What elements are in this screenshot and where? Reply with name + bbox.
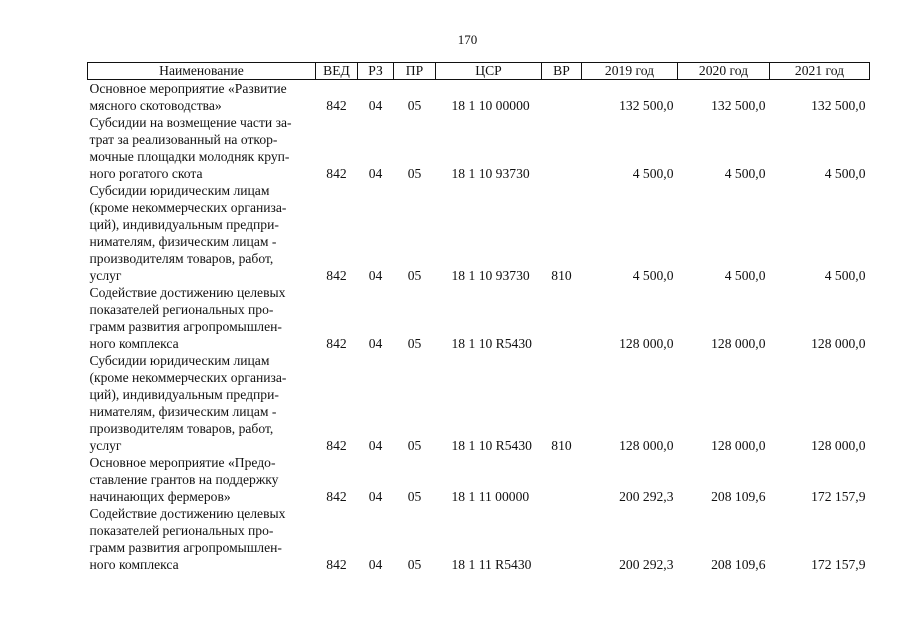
amount-2021-cell: 128 000,0 <box>811 336 866 351</box>
col-header-2021: 2021 год <box>770 63 870 80</box>
pr-cell: 05 <box>407 557 422 572</box>
amount-2021-cell: 4 500,0 <box>824 166 866 181</box>
name-cell <box>88 505 316 573</box>
name-line: ставление грантов на поддержку <box>89 472 279 487</box>
csr-cell: 18 1 10 93730 <box>451 268 530 283</box>
name-line: Основное мероприятие «Развитие <box>89 81 287 96</box>
name-line: Содействие достижению целевых <box>89 285 286 300</box>
table-row <box>88 505 870 573</box>
amount-2019-cell: 132 500,0 <box>619 98 674 113</box>
amount-2021-cell: 172 157,9 <box>811 557 866 572</box>
vr-cell <box>542 80 582 115</box>
amount-2020-cell: 132 500,0 <box>711 98 766 113</box>
budget-table <box>87 62 870 573</box>
rz-cell: 04 <box>368 557 383 572</box>
amount-2019-cell: 4 500,0 <box>632 268 674 283</box>
name-line: ного комплекса <box>89 336 179 351</box>
amount-2021-cell: 172 157,9 <box>811 489 866 504</box>
amount-2021-cell: 4 500,0 <box>824 268 866 283</box>
name-line: ций), индивидуальным предпри- <box>89 217 279 232</box>
amount-2021-cell: 128 000,0 <box>811 438 866 453</box>
amount-2019-cell: 128 000,0 <box>619 438 674 453</box>
vr-cell <box>542 454 582 505</box>
ved-cell: 842 <box>326 98 347 113</box>
name-line: Субсидии юридическим лицам <box>89 183 270 198</box>
table-row <box>88 80 870 115</box>
csr-cell: 18 1 10 93730 <box>451 166 530 181</box>
csr-cell: 18 1 11 R5430 <box>451 557 532 572</box>
table-row <box>88 284 870 352</box>
col-header-2019: 2019 год <box>582 63 678 80</box>
name-line: начинающих фермеров» <box>89 489 231 504</box>
table-row <box>88 114 870 182</box>
name-line: грамм развития агропромышлен- <box>89 540 282 555</box>
name-line: Субсидии на возмещение части за- <box>89 115 292 130</box>
rz-cell: 04 <box>368 438 383 453</box>
name-line: трат за реализованный на откор- <box>89 132 278 147</box>
amount-2019-cell: 200 292,3 <box>619 557 674 572</box>
ved-cell: 842 <box>326 336 347 351</box>
table-row <box>88 182 870 284</box>
name-line: (кроме некоммерческих организа- <box>89 370 287 385</box>
vr-cell: 810 <box>551 268 572 283</box>
amount-2019-cell: 200 292,3 <box>619 489 674 504</box>
pr-cell: 05 <box>407 489 422 504</box>
rz-cell: 04 <box>368 166 383 181</box>
amount-2020-cell: 128 000,0 <box>711 438 766 453</box>
name-line: производителям товаров, работ, <box>89 251 274 266</box>
csr-cell: 18 1 11 00000 <box>451 489 530 504</box>
table-body <box>88 80 870 574</box>
ved-cell: 842 <box>326 438 347 453</box>
table-row <box>88 352 870 454</box>
amount-2021-cell: 132 500,0 <box>811 98 866 113</box>
csr-cell: 18 1 10 R5430 <box>451 438 532 453</box>
name-line: мочные площадки молодняк круп- <box>89 149 290 164</box>
name-line: ного рогатого скота <box>89 166 203 181</box>
vr-cell <box>542 114 582 182</box>
header-row <box>88 63 870 80</box>
name-cell <box>88 114 316 182</box>
table-row <box>88 454 870 505</box>
vr-cell <box>542 505 582 573</box>
vr-cell: 810 <box>551 438 572 453</box>
name-cell <box>88 284 316 352</box>
rz-cell: 04 <box>368 98 383 113</box>
col-header-name: Наименование <box>88 63 316 80</box>
pr-cell: 05 <box>407 438 422 453</box>
name-cell <box>88 454 316 505</box>
name-line: услуг <box>89 438 122 453</box>
pr-cell: 05 <box>407 336 422 351</box>
name-cell <box>88 80 316 115</box>
amount-2019-cell: 4 500,0 <box>632 166 674 181</box>
name-line: Субсидии юридическим лицам <box>89 353 270 368</box>
col-header-rz: РЗ <box>358 63 394 80</box>
ved-cell: 842 <box>326 489 347 504</box>
name-line: производителям товаров, работ, <box>89 421 274 436</box>
rz-cell: 04 <box>368 489 383 504</box>
amount-2020-cell: 128 000,0 <box>711 336 766 351</box>
name-line: (кроме некоммерческих организа- <box>89 200 287 215</box>
amount-2019-cell: 128 000,0 <box>619 336 674 351</box>
csr-cell: 18 1 10 00000 <box>451 98 530 113</box>
vr-cell <box>542 284 582 352</box>
ved-cell: 842 <box>326 557 347 572</box>
name-line: нимателям, физическим лицам - <box>89 234 277 249</box>
amount-2020-cell: 4 500,0 <box>724 166 766 181</box>
name-line: грамм развития агропромышлен- <box>89 319 282 334</box>
pr-cell: 05 <box>407 268 422 283</box>
amount-2020-cell: 4 500,0 <box>724 268 766 283</box>
name-line: показателей региональных про- <box>89 523 274 538</box>
pr-cell: 05 <box>407 166 422 181</box>
rz-cell: 04 <box>368 268 383 283</box>
rz-cell: 04 <box>368 336 383 351</box>
col-header-2020: 2020 год <box>678 63 770 80</box>
name-line: мясного скотоводства» <box>89 98 222 113</box>
col-header-pr: ПР <box>394 63 436 80</box>
page-number: 170 <box>457 32 478 47</box>
ved-cell: 842 <box>326 166 347 181</box>
col-header-ved: ВЕД <box>316 63 358 80</box>
name-line: ного комплекса <box>89 557 179 572</box>
name-line: показателей региональных про- <box>89 302 274 317</box>
name-cell <box>88 352 316 454</box>
pr-cell: 05 <box>407 98 422 113</box>
col-header-csr: ЦСР <box>436 63 542 80</box>
name-line: Основное мероприятие «Предо- <box>89 455 276 470</box>
name-cell <box>88 182 316 284</box>
name-line: услуг <box>89 268 122 283</box>
ved-cell: 842 <box>326 268 347 283</box>
amount-2020-cell: 208 109,6 <box>711 557 766 572</box>
col-header-vr: ВР <box>542 63 582 80</box>
csr-cell: 18 1 10 R5430 <box>451 336 532 351</box>
name-line: ций), индивидуальным предпри- <box>89 387 279 402</box>
name-line: нимателям, физическим лицам - <box>89 404 277 419</box>
name-line: Содействие достижению целевых <box>89 506 286 521</box>
amount-2020-cell: 208 109,6 <box>711 489 766 504</box>
